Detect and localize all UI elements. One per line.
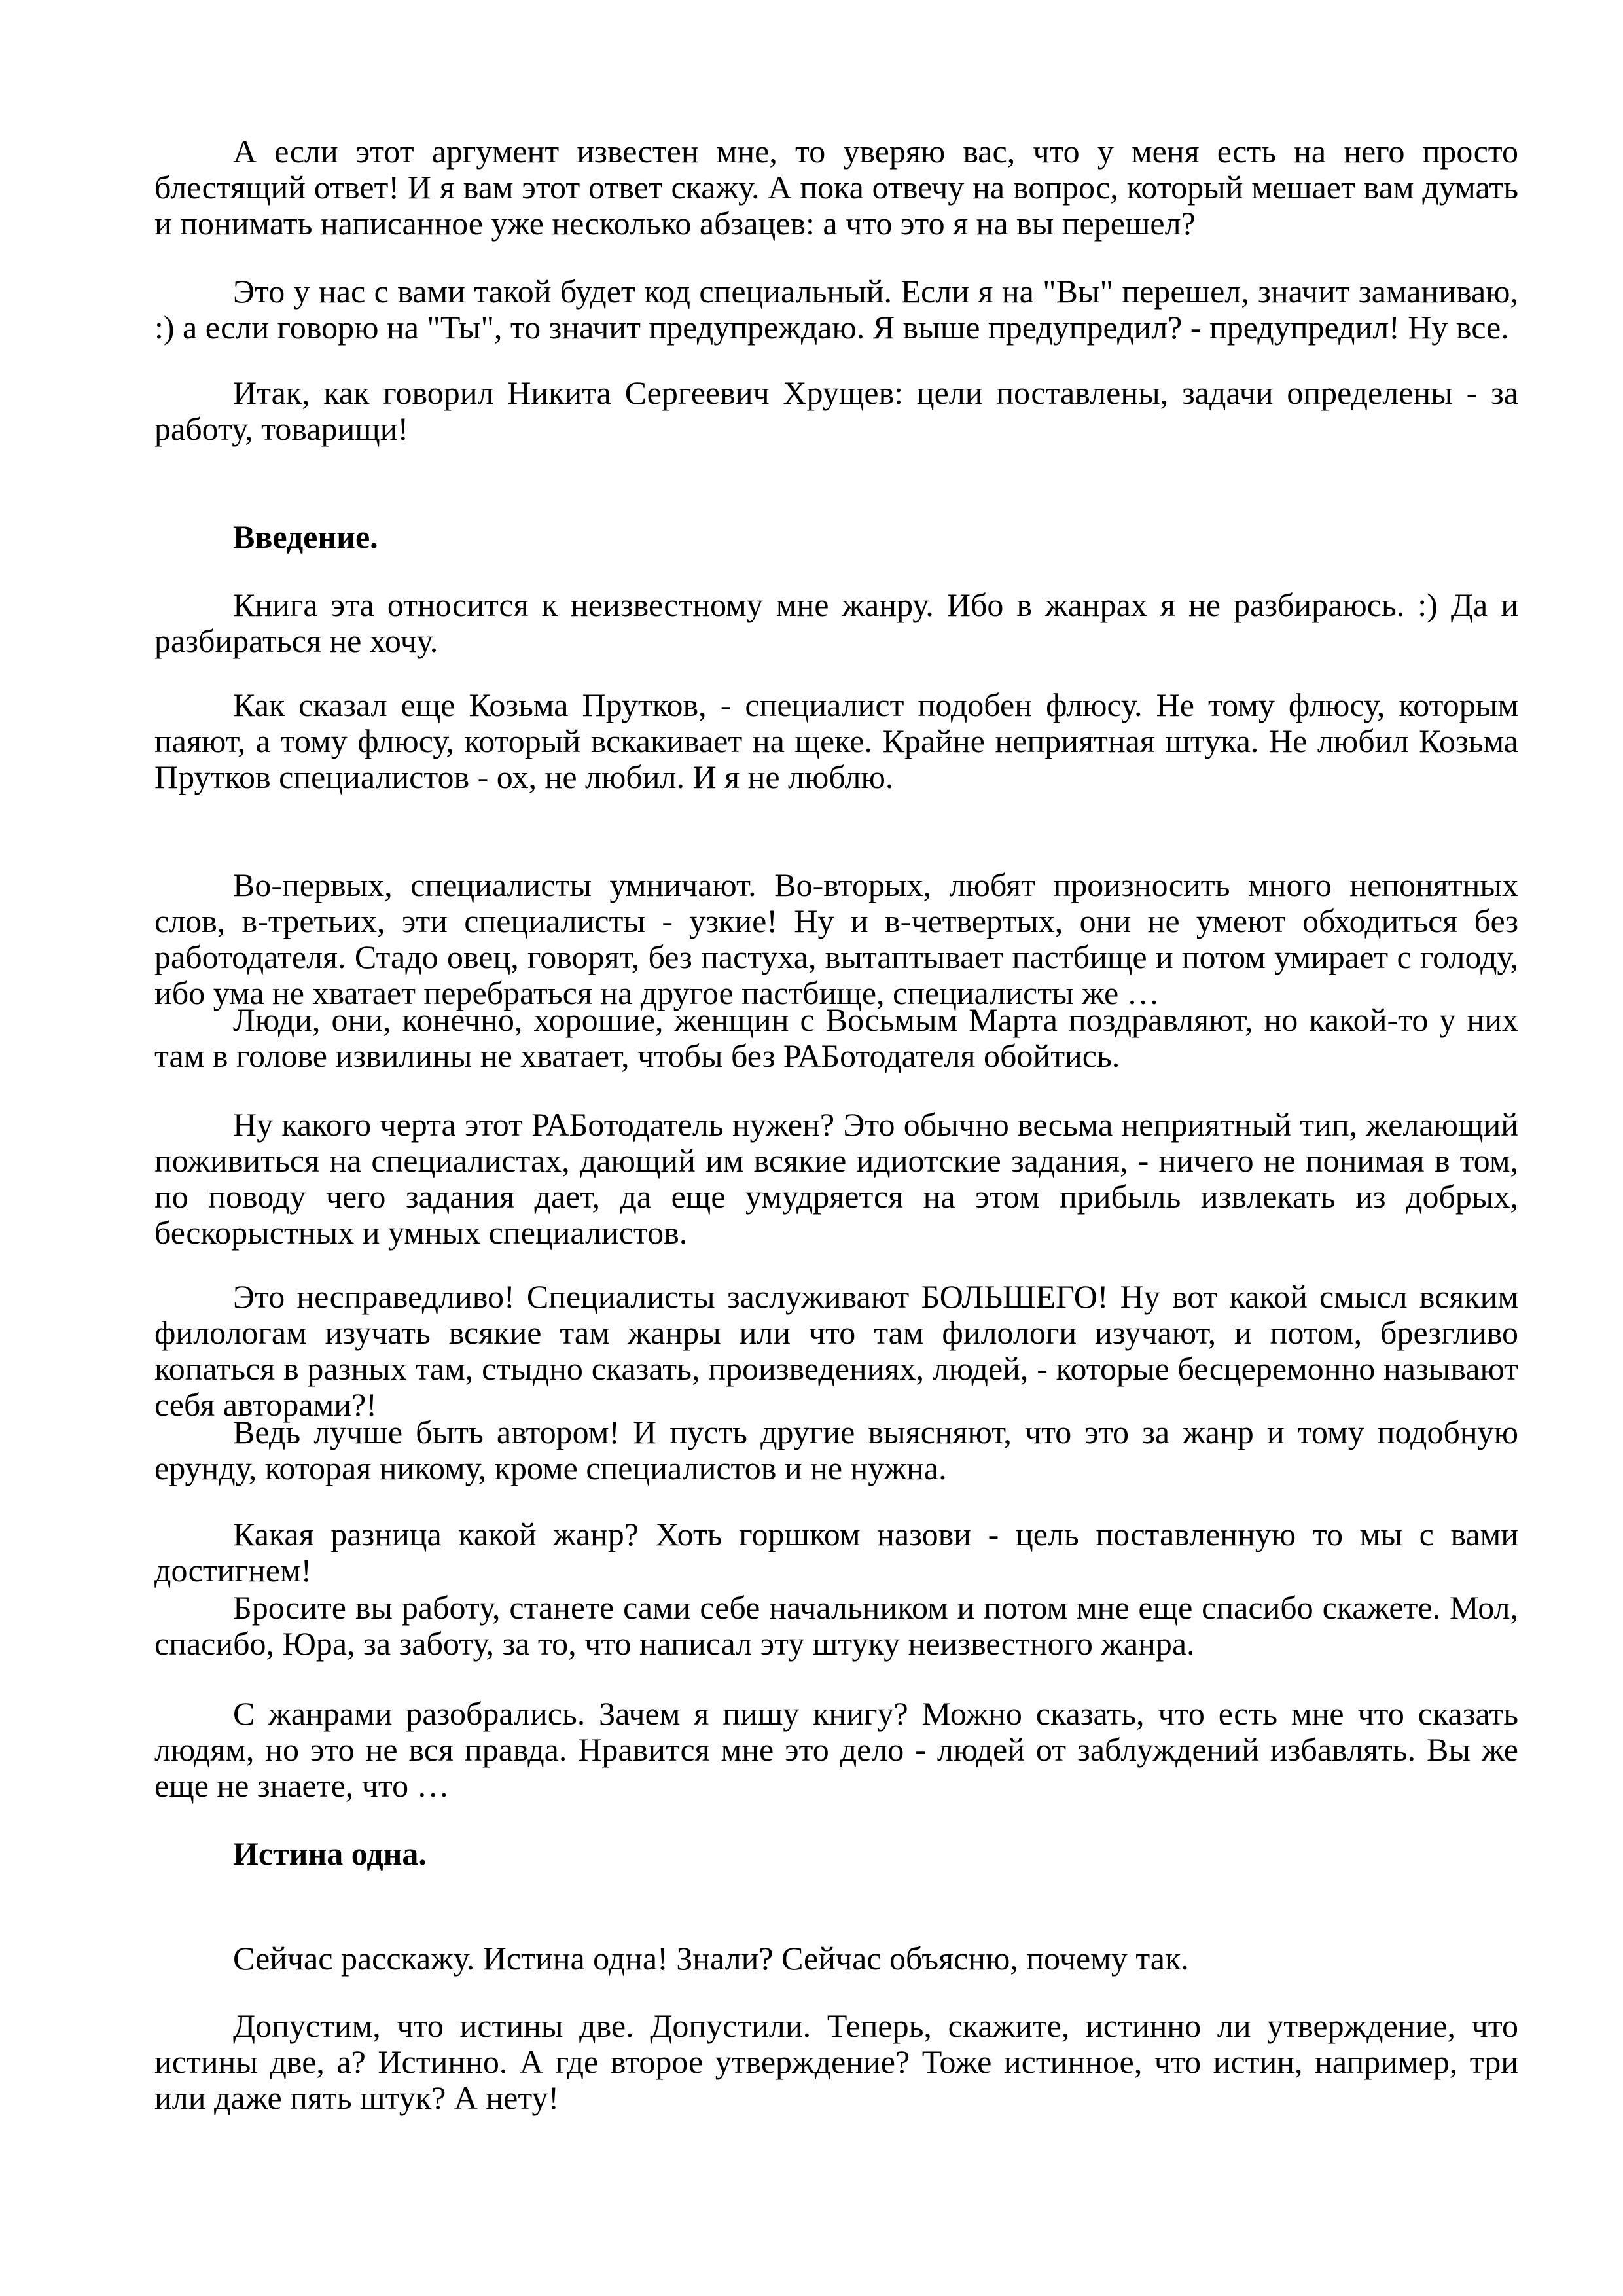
- paragraph: Книга эта относится к неизвестному мне жанру. Ибо в жанрах я не разбираюсь. :) Да и разбираться не хочу.: [154, 586, 1518, 659]
- paragraph: Это несправедливо! Специалисты заслуживают БОЛЬШЕГО! Ну вот какой смысл всяким филологам изучать всякие там жанры или что там филологи изучают, и потом, брезгливо копаться в разных там, стыдно сказать, произведениях, людей, - которые бесцеремонно называют себя авторами?!: [154, 1278, 1518, 1423]
- paragraph: Сейчас расскажу. Истина одна! Знали? Сейчас объясню, почему так.: [233, 1940, 1189, 1977]
- section-heading: Истина одна.: [233, 1835, 427, 1872]
- paragraph: А если этот аргумент известен мне, то уверяю вас, что у меня есть на него просто блестящий ответ! И я вам этот ответ скажу. А пока отвечу на вопрос, который мешает вам думать и понимать написанное уже несколько абзацев: а что это я на вы перешел?: [154, 133, 1518, 242]
- paragraph: Ну какого черта этот РАБотодатель нужен? Это обычно весьма неприятный тип, желающий поживиться на специалистах, дающий им всякие идиотские задания, - ничего не понимая в том, по поводу чего задания дает, да еще умудряется на этом прибыль извлекать из добрых, бескорыстных и умных специалистов.: [154, 1106, 1518, 1251]
- paragraph: Бросите вы работу, станете сами себе начальником и потом мне еще спасибо скажете. Мол, спасибо, Юра, за заботу, за то, что написал эту штуку неизвестного жанра.: [154, 1589, 1518, 1662]
- section-heading: Введение.: [233, 518, 378, 555]
- paragraph: Допустим, что истины две. Допустили. Теперь, скажите, истинно ли утверждение, что истины две, а? Истинно. А где второе утверждение? Тоже истинное, что истин, например, три или даже пять штук? А нету!: [154, 2007, 1518, 2116]
- paragraph: Люди, они, конечно, хорошие, женщин с Восьмым Марта поздравляют, но какой-то у них там в голове извилины не хватает, чтобы без РАБотодателя обойтись.: [154, 1001, 1518, 1074]
- paragraph: Ведь лучше быть автором! И пусть другие выясняют, что это за жанр и тому подобную ерунду, которая никому, кроме специалистов и не нужна.: [154, 1414, 1518, 1486]
- paragraph: Итак, как говорил Никита Сергеевич Хрущев: цели поставлены, задачи определены - за работу, товарищи!: [154, 374, 1518, 447]
- paragraph: Какая разница какой жанр? Хоть горшком назови - цель поставленную то мы с вами достигнем!: [154, 1516, 1518, 1588]
- paragraph: Во-первых, специалисты умничают. Во-вторых, любят произносить много непонятных слов, в-третьих, эти специалисты - узкие! Ну и в-четвертых, они не умеют обходиться без работодателя. Стадо овец, говорят, без пастуха, вытаптывает пастбище и потом умирает с голоду, ибо ума не хватает перебраться на другое пастбище, специалисты же …: [154, 867, 1518, 1011]
- paragraph: Как сказал еще Козьма Прутков, - специалист подобен флюсу. Не тому флюсу, которым паяют, а тому флюсу, который вскакивает на щеке. Крайне неприятная штука. Не любил Козьма Прутков специалистов - ох, не любил. И я не люблю.: [154, 687, 1518, 795]
- paragraph: С жанрами разобрались. Зачем я пишу книгу? Можно сказать, что есть мне что сказать людям, но это не вся правда. Нравится мне это дело - людей от заблуждений избавлять. Вы же еще не знаете, что …: [154, 1695, 1518, 1804]
- paragraph: Это у нас с вами такой будет код специальный. Если я на "Вы" перешел, значит заманиваю, :) а если говорю на "Ты", то значит предупреждаю. Я выше предупредил? - предупредил! Ну все.: [154, 273, 1518, 346]
